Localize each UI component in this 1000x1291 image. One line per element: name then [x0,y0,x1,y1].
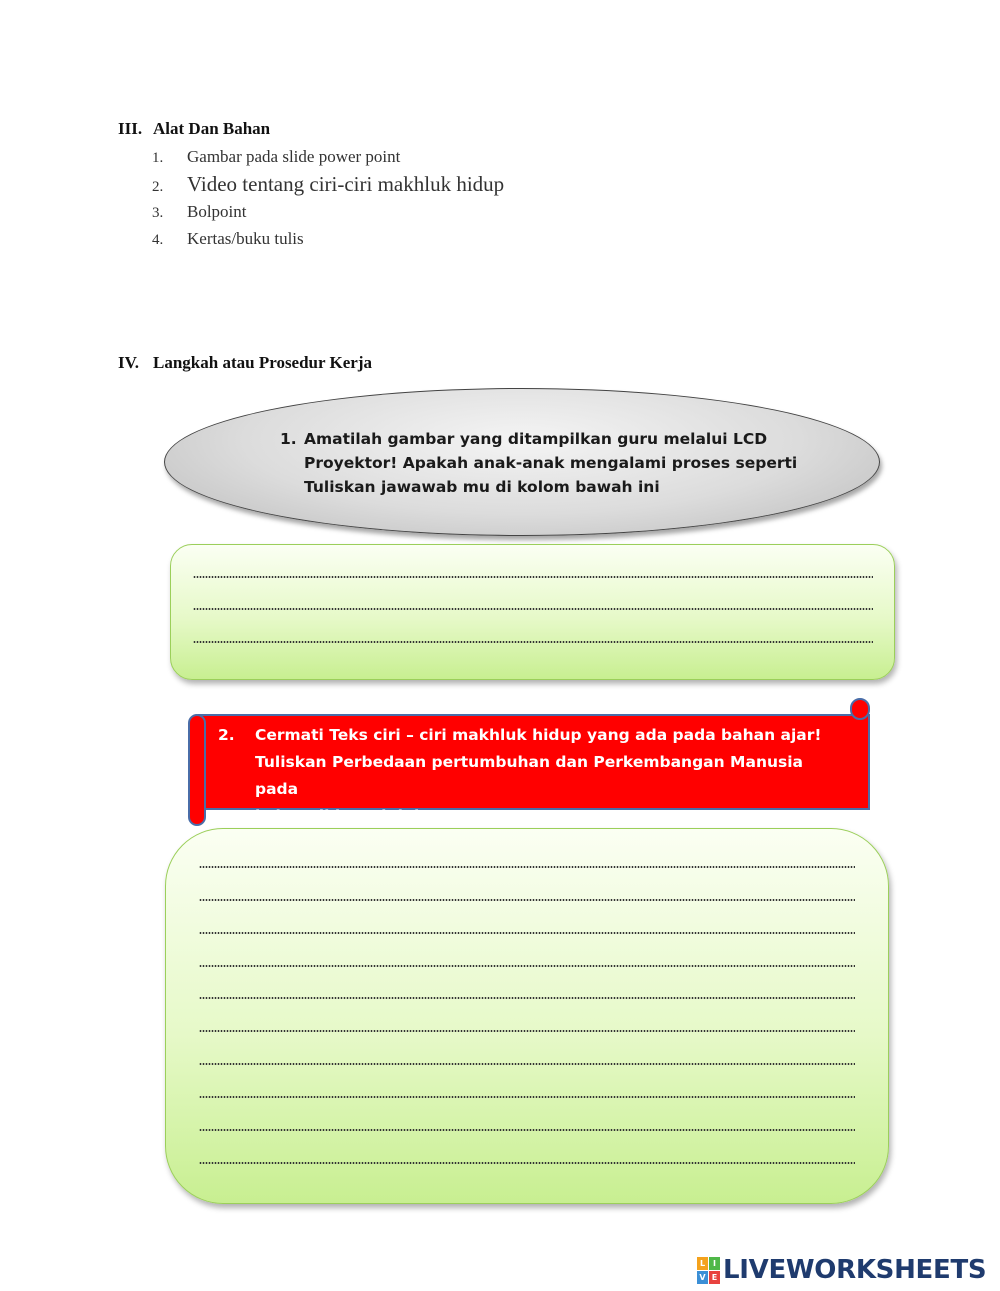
step-2-number: 2. [218,726,235,744]
answer-line[interactable] [199,1129,855,1131]
liveworksheets-logo [697,1255,986,1285]
logo-text: LIVEWORKSHEETS [723,1255,987,1285]
logo-mark-letter: V [697,1271,708,1284]
list-item-number: 2. [152,179,164,195]
logo-mark-letter: L [697,1257,708,1270]
section-3-title: Alat Dan Bahan [153,119,271,138]
list-item [152,225,504,252]
logo-mark-letter: I [709,1257,720,1270]
answer-line[interactable] [193,608,873,610]
step-1-line: Amatilah gambar yang ditampilkan guru melalui LCD [304,430,768,448]
list-item-number: 4. [152,232,164,248]
list-item-number: 1. [152,150,164,166]
banner-roll-left [188,714,206,826]
answer-line[interactable] [199,899,855,901]
list-item [152,198,504,225]
answer-line[interactable] [199,1030,855,1032]
section-3-heading [118,119,270,139]
answer-line[interactable] [199,1162,855,1164]
banner-roll-right [850,698,870,720]
list-item-number: 3. [152,205,164,221]
list-item-text: Gambar pada slide power point [187,147,401,166]
step-2-line: Tuliskan Perbedaan pertumbuhan dan Perkembangan Manusia pada [255,753,804,798]
logo-mark-icon [697,1257,720,1284]
answer-line[interactable] [199,1096,855,1098]
step-2-line: kolom di bawah ini [255,807,420,825]
section-4-title: Langkah atau Prosedur Kerja [153,353,372,372]
section-4-number: IV. [118,353,139,372]
answer-box-2[interactable] [165,828,889,1204]
step-2-line: Cermati Teks ciri – ciri makhluk hidup yang ada pada bahan ajar! [255,726,822,744]
list-item-text: Kertas/buku tulis [187,229,304,248]
section-3-number: III. [118,119,143,138]
materials-list [152,143,504,252]
answer-box-1[interactable] [170,544,895,680]
answer-line[interactable] [199,866,855,868]
answer-line[interactable] [193,641,873,643]
list-item-text: Bolpoint [187,202,247,221]
section-4-heading [118,353,372,373]
logo-mark-letter: E [709,1271,720,1284]
answer-line[interactable] [199,1063,855,1065]
step-1-number: 1. [280,430,297,448]
step-1-line: Tuliskan jawawab mu di kolom bawah ini [304,478,660,496]
list-item [152,143,504,170]
list-item [152,170,504,198]
list-item-text: Video tentang ciri-ciri makhluk hidup [187,172,505,196]
answer-line[interactable] [199,965,855,967]
step-1-line: Proyektor! Apakah anak-anak mengalami proses seperti [304,454,798,472]
step-2-instruction [218,722,838,830]
answer-line[interactable] [199,997,855,999]
answer-line[interactable] [199,932,855,934]
answer-line[interactable] [193,576,873,578]
step-1-instruction [280,427,800,499]
